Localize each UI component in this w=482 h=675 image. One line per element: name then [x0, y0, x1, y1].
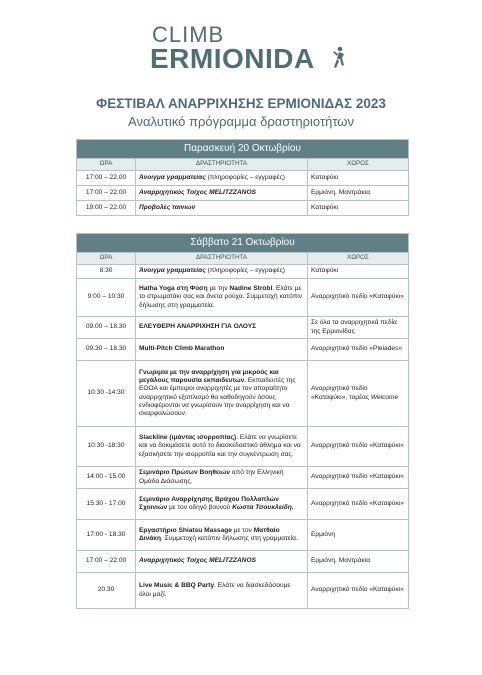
row-place: Ερμιόνη [308, 520, 409, 551]
row-activity: Άνοιγμα γραμματείας (πληροφορίες – εγγραφές) [136, 171, 308, 186]
row-activity: Σεμινάριο Αναρρίχησης Βράχου Πολλαπλών Σχοινιών με τον οδηγό βουνού Κώστα Τσουκλείδη. [136, 489, 308, 520]
row-time: 09.30 – 18.30 [77, 339, 136, 361]
row-activity: Αναρριχητικός Τοίχος MELITZZANOS [136, 551, 308, 573]
festival-logo [150, 24, 350, 80]
row-time: 17:00 - 18.30 [77, 520, 136, 551]
logo-climb-text: CLIMB [152, 22, 225, 47]
table-row [77, 339, 409, 361]
row-time: 17:00 – 22.00 [77, 186, 136, 201]
col-activity: ΔΡΑΣΤΗΡΙΟΤΗΤΑ [136, 159, 308, 171]
table-row [77, 317, 409, 339]
column-headers [77, 159, 409, 171]
table-row [77, 573, 409, 609]
row-place: Σε όλα τα αναρριχητικά πεδία της Ερμιονίδας [308, 317, 409, 339]
table-row [77, 551, 409, 573]
row-activity: Αναρριχητικός Τοίχος MELITZZANOS [136, 186, 308, 201]
row-activity: Προβολές ταινιών [136, 201, 308, 216]
table-row [77, 467, 409, 489]
schedule-table-saturday [76, 233, 409, 609]
row-place: Καταφύκι [308, 265, 409, 279]
row-time: 19:00 – 22.00 [77, 201, 136, 216]
logo-ermionida-text: ERMIONIDA [150, 43, 315, 74]
table-row [77, 361, 409, 427]
table-row [77, 427, 409, 467]
table-row [77, 520, 409, 551]
row-place: Αναρριχητικό πεδίο «Καταφύκι», τομέας Welcome [308, 361, 409, 427]
day-header [77, 234, 409, 253]
row-place: Ερμιόνη, Μαντράκια [308, 551, 409, 573]
row-place: Καταφύκι [308, 171, 409, 186]
row-time: 8:30 [77, 265, 136, 279]
table-row [77, 489, 409, 520]
table-row [77, 171, 409, 186]
column-headers [77, 253, 409, 265]
row-time: 9:00 – 10:30 [77, 279, 136, 317]
row-time: 17:00 – 22.00 [77, 551, 136, 573]
row-time: 15:30 - 17.00 [77, 489, 136, 520]
table-row [77, 186, 409, 201]
col-time: ΩΡΑ [77, 253, 136, 265]
row-place: Αναρριχητικό πεδίο «Καταφύκι» [308, 467, 409, 489]
col-place: ΧΩΡΟΣ [308, 159, 409, 171]
row-time: 09.00 – 18.30 [77, 317, 136, 339]
page-subtitle: Αναλυτικό πρόγραμμα δραστηριοτήτων [128, 114, 354, 129]
table-row [77, 265, 409, 279]
row-place: Αναρριχητικό πεδίο «Καταφύκι» [308, 489, 409, 520]
row-activity: Εργαστήριο Shiatsu Massage με τον Ματθαίο Δινάκη. Συμμετοχή κατόπιν δήλωσης στη γραμματεία. [136, 520, 308, 551]
row-place: Καταφύκι [308, 201, 409, 216]
row-activity: Multi-Pitch Climb Marathon [136, 339, 308, 361]
row-place: Αναρριχητικό πεδίο «Καταφύκι» [308, 573, 409, 609]
row-time: 17:00 – 22.00 [77, 171, 136, 186]
row-activity: Live Music & BBQ Party. Ελάτε να διασκεδάσουμε όλοι μαζί. [136, 573, 308, 609]
row-time: 14:00 - 15.00 [77, 467, 136, 489]
col-time: ΩΡΑ [77, 159, 136, 171]
row-activity: ΕΛΕΥΘΕΡΗ ΑΝΑΡΡΙΧΗΣΗ ΓΙΑ ΟΛΟΥΣ [136, 317, 308, 339]
row-time: 10:30 -18:30 [77, 427, 136, 467]
row-activity: Άνοιγμα γραμματείας (πληροφορίες – εγγραφές) [136, 265, 308, 279]
schedule-table-friday [76, 139, 409, 216]
climber-icon [331, 46, 347, 72]
row-activity: Γνωριμία με την αναρρίχηση για μικρούς και μεγάλους παρουσία εκπαιδευτών. Εκπαιδευτές της ΕΟΟΑ και έμπειροι αναρριχητές με τον απαραίτητο αναρριχητικό εξοπλισμό θα καθοδηγούν όσους ενδιαφέρονται να γνωρίσουν την αναρρίχηση και να σκαρφαλώσουν. [136, 361, 308, 427]
col-place: ΧΩΡΟΣ [308, 253, 409, 265]
col-activity: ΔΡΑΣΤΗΡΙΟΤΗΤΑ [136, 253, 308, 265]
row-time: 10:30 -14:30 [77, 361, 136, 427]
table-row [77, 201, 409, 216]
page-title: ΦΕΣΤΙΒΑΛ ΑΝΑΡΡΙΧΗΣΗΣ ΕΡΜΙΟΝΙΔΑΣ 2023 [96, 96, 386, 111]
row-place: Αναρριχητικό πεδίο «Καταφύκι» [308, 279, 409, 317]
row-activity: Slackline (ιμάντας ισορροπίας). Ελάτε να γνωρίσετε και να δοκιμάσετε αυτό το διασκεδαστικό άθλημα και να εξασκήσετε την ισορροπία και την συγκέντρωση σας. [136, 427, 308, 467]
day-header [77, 140, 409, 159]
row-activity: Σεμινάριο Πρώτων Βοηθειών από την Ελληνική Ομάδα Διάσωσης. [136, 467, 308, 489]
row-time: 20.30 [77, 573, 136, 609]
row-place: Ερμιόνη, Μαντράκια [308, 186, 409, 201]
table-row [77, 279, 409, 317]
row-place: Αναρριχητικό πεδίο «Pleiades» [308, 339, 409, 361]
row-place: Αναρριχητικό πεδίο «Καταφύκι» [308, 427, 409, 467]
day-title: Παρασκευή 20 Οκτωβρίου [77, 140, 409, 159]
day-title: Σάββατο 21 Οκτωβρίου [77, 234, 409, 253]
row-activity: Hatha Yoga στη Φύση με την Nadine Strobl. Ελάτε με το στρωματάκι σας και άνετα ρούχα. Συμμετοχή κατόπιν δήλωσης στη γραμματεία. [136, 279, 308, 317]
